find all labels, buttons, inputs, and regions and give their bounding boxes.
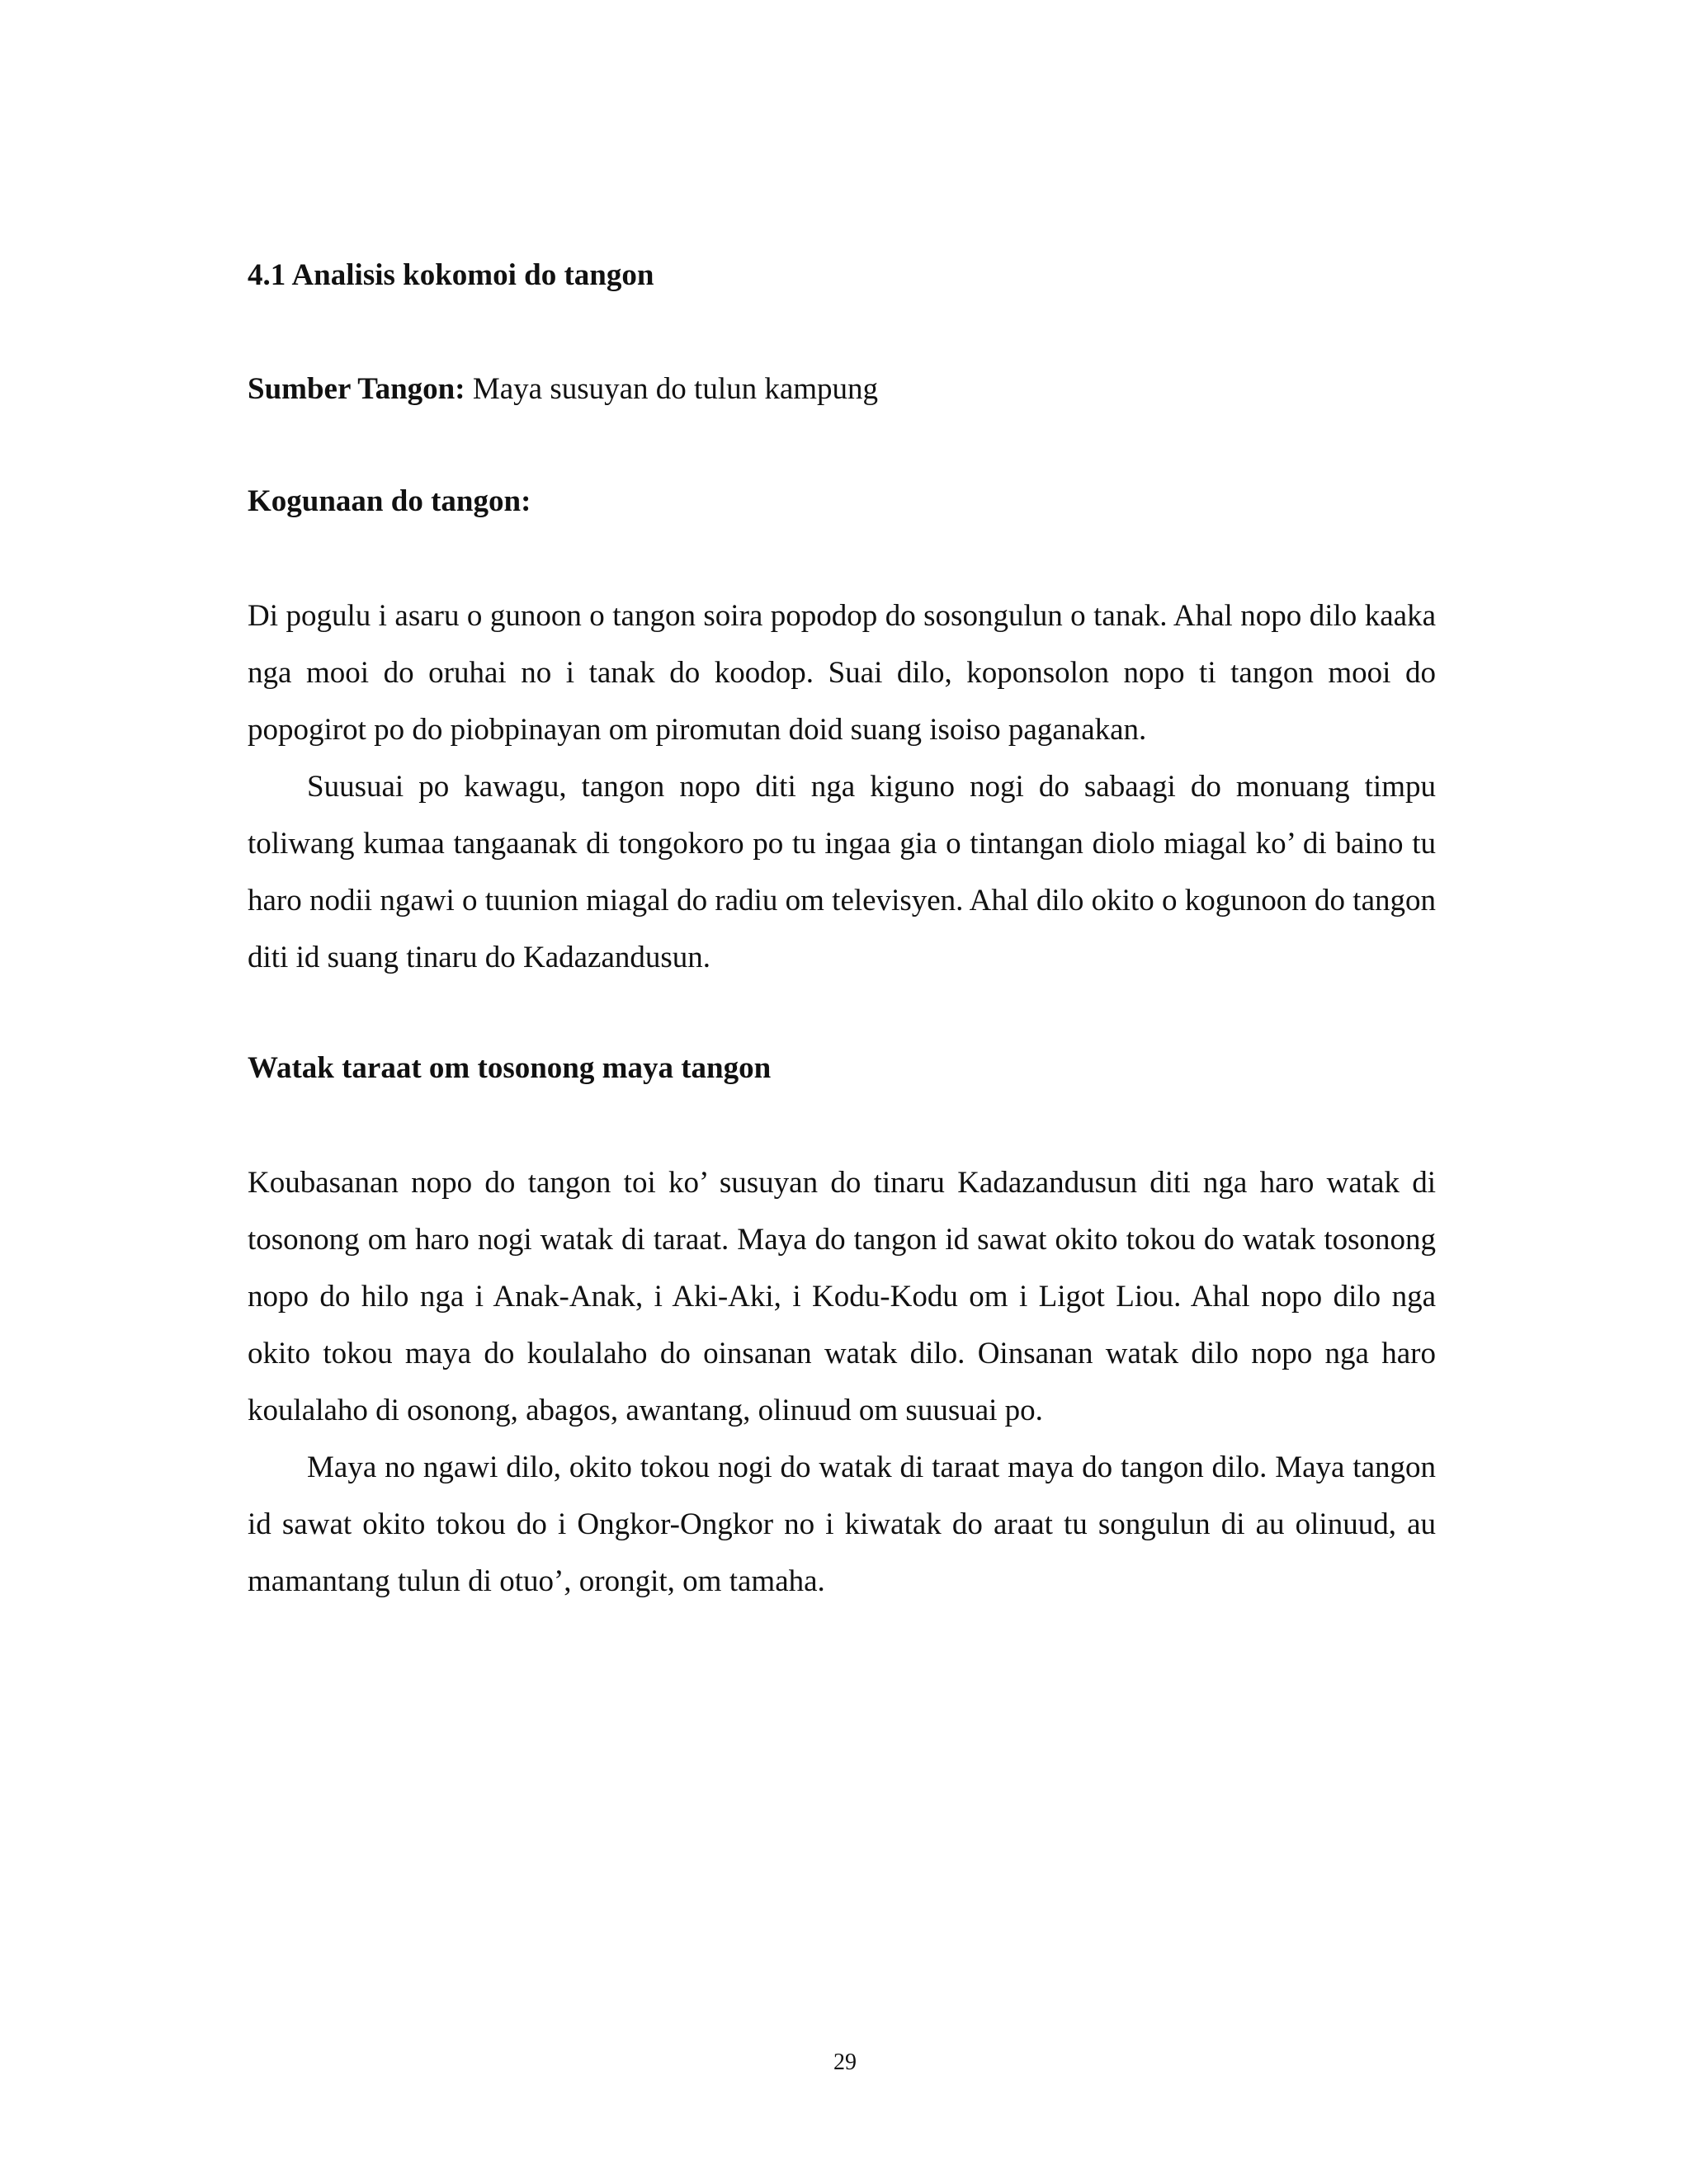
page-content xyxy=(248,248,1436,1610)
sumber-tangon-label: Sumber Tangon: xyxy=(248,372,465,406)
section-heading: 4.1 Analisis kokomoi do tangon xyxy=(248,258,654,292)
sumber-tangon-line xyxy=(248,361,1436,417)
watak-paragraph-2: Maya no ngawi dilo, okito tokou nogi do watak di taraat maya do tangon dilo. Maya tangon id sawat okito tokou do i Ongkor-Ongkor no i kiwatak do araat tu songulun di au olinuud, au mamantang tulun di otuo’, orongit, om tamaha. xyxy=(248,1450,1436,1598)
kogunaan-heading: Kogunaan do tangon: xyxy=(248,484,531,518)
kogunaan-paragraph-1: Di pogulu i asaru o gunoon o tangon soira popodop do sosongulun o tanak. Ahal nopo dilo kaaka nga mooi do oruhai no i tanak do koodop. Suai dilo, koponsolon nopo ti tangon mooi do popogirot po do piobpinayan om piromutan doid suang isoiso paganakan. xyxy=(248,599,1436,747)
page-number: 29 xyxy=(833,2050,857,2075)
sumber-tangon-value: Maya susuyan do tulun kampung xyxy=(465,372,879,406)
kogunaan-paragraph-2: Suusuai po kawagu, tangon nopo diti nga kiguno nogi do sabaagi do monuang timpu toliwang kumaa tangaanak di tongokoro po tu ingaa gia o tintangan diolo miagal ko’ di baino tu haro nodii ngawi o tuunion miagal do radiu om televisyen. Ahal dilo okito o kogunoon do tangon diti id suang tinaru do Kadazandusun. xyxy=(248,770,1436,974)
watak-paragraph-1: Koubasanan nopo do tangon toi ko’ susuyan do tinaru Kadazandusun diti nga haro watak di tosonong om haro nogi watak di taraat. Maya do tangon id sawat okito tokou do watak tosonong nopo do hilo nga i Anak-Anak, i Aki-Aki, i Kodu-Kodu om i Ligot Liou. Ahal nopo dilo nga okito tokou maya do koulalaho do oinsanan watak dilo. Oinsanan watak dilo nopo nga haro koulalaho di osonong, abagos, awantang, olinuud om suusuai po. xyxy=(248,1166,1436,1427)
watak-heading: Watak taraat om tosonong maya tangon xyxy=(248,1051,772,1085)
